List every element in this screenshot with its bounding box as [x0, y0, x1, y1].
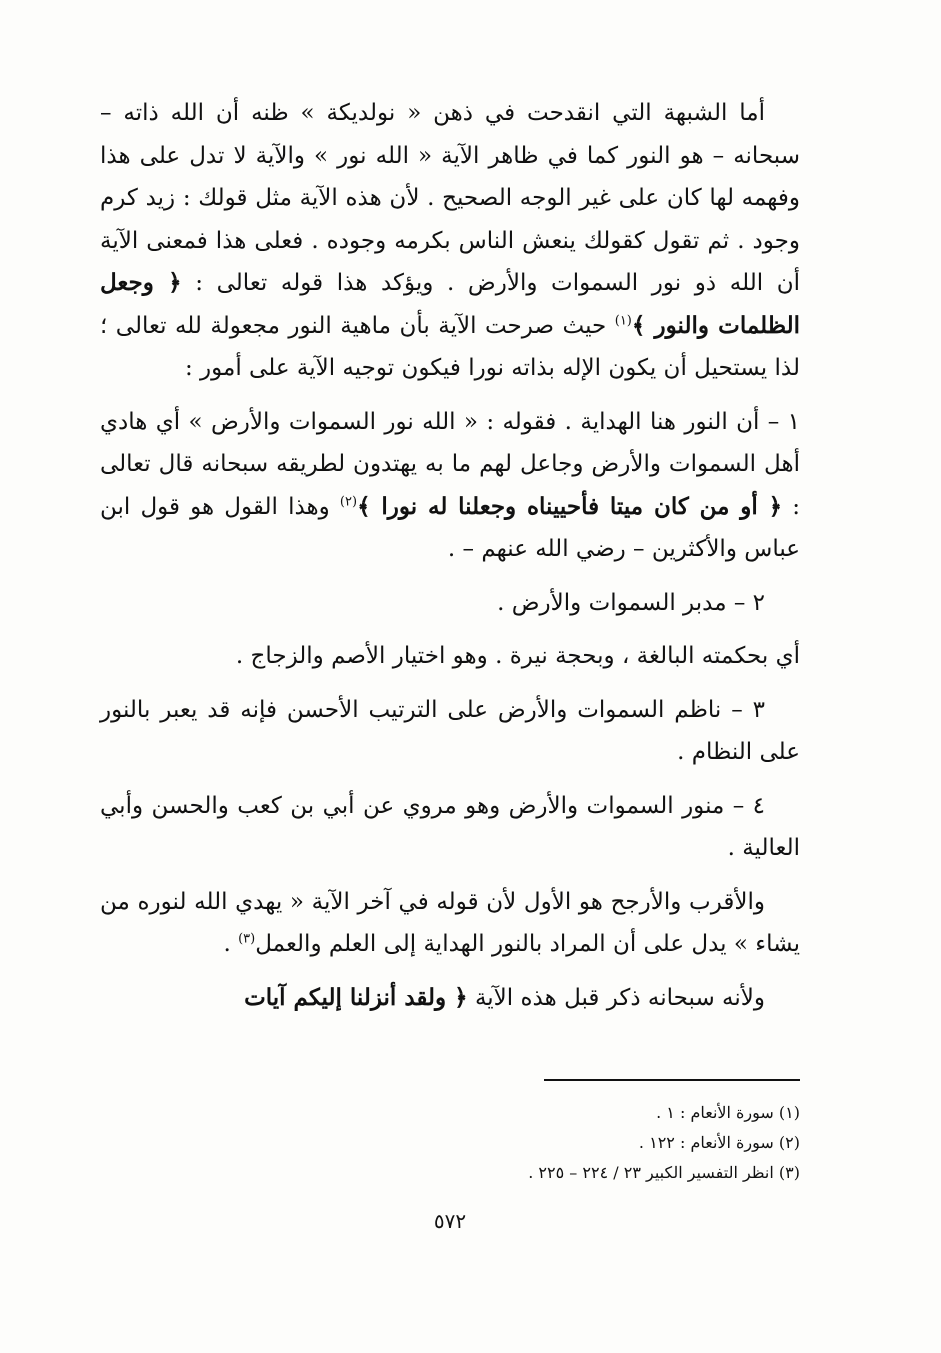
body-text: [100, 92, 800, 1019]
footnote-marker: (٢): [339, 493, 358, 509]
quran-verse: ﴿ أو من كان ميتا فأحييناه وجعلنا له نورا ﴾: [357, 492, 783, 520]
paragraph-noldeke: [100, 92, 800, 390]
footnote-3: (٣) انظر التفسير الكبير ٢٣ / ٢٢٤ – ٢٢٥ .: [528, 1163, 800, 1182]
paragraph-text: ٣ – ناظم السموات والأرض على الترتيب الأحسن فإنه قد يعبر بالنور على النظام .: [100, 696, 800, 765]
footnote-marker: (٣): [238, 931, 256, 947]
paragraph-point-3: [100, 689, 800, 774]
paragraph-text: أي بحكمته البالغة ، وبحجة نيرة . وهو اختيار الأصم والزجاج .: [235, 643, 800, 669]
paragraph-text: وهذا القول هو قول ابن عباس والأكثرين – رضي الله عنهم – .: [100, 493, 800, 562]
paragraph-text: .: [223, 931, 239, 957]
footnote-2: (٢) سورة الأنعام : ١٢٢ .: [638, 1133, 800, 1152]
paragraph-text: ١ – أن النور هنا الهداية . فقوله : « الله نور السموات والأرض » أي هادي أهل السموات والأرض وجاعل لهم ما به يهتدون لطريقه سبحانه قال تعالى :: [100, 408, 800, 520]
paragraph-text: والأقرب والأرجح هو الأول لأن قوله في آخر الآية « يهدي الله لنوره من يشاء » يدل على أن المراد بالنور الهداية إلى العلم والعمل: [100, 888, 800, 957]
paragraph-preferred-view: [100, 881, 800, 966]
paragraph-continuation: [100, 977, 800, 1020]
paragraph-point-4: [100, 785, 800, 870]
footnotes: [400, 1098, 800, 1188]
paragraph-text: ٤ – منور السموات والأرض وهو مروي عن أبي بن كعب والحسن وأبي العالية .: [100, 792, 800, 861]
footnote-separator: [544, 1079, 800, 1081]
paragraph-point-2-detail: [100, 635, 800, 678]
quran-verse: ﴿ ولقد أنزلنا إليكم آيات: [244, 983, 468, 1011]
paragraph-point-2: [100, 582, 800, 625]
footnote-marker: (١): [614, 312, 632, 328]
page-number: ٥٧٢: [433, 1209, 467, 1233]
paragraph-text: أما الشبهة التي انقدحت في ذهن « نولديكة » ظنه أن الله ذاته – سبحانه – هو النور كما في ظاهر الآية « الله نور » والآية لا تدل على هذا وفهمه لها كان على غير الوجه الصحيح . لأن هذه الآية مثل قولك : زيد كرم وجود . ثم تقول كقولك ينعش الناس بكرمه وجوده . فعلى هذا فمعنى الآية أن الله ذو نور السموات والأرض . ويؤكد هذا قوله تعالى :: [100, 100, 801, 296]
paragraph-text: حيث صرحت الآية بأن ماهية النور مجعولة لله تعالى ؛ لذا يستحيل أن يكون الإله بذاته نورا فيكون توجيه الآية على أمور :: [100, 312, 800, 381]
paragraph-text: ولأنه سبحانه ذكر قبل هذه الآية: [474, 984, 765, 1011]
paragraph-text: ٢ – مدبر السموات والأرض .: [497, 589, 765, 616]
paragraph-point-1: [100, 401, 800, 571]
quran-verse: ﴿ وجعل الظلمات والنور ﴾: [100, 269, 801, 339]
footnote-1: (١) سورة الأنعام : ١ .: [656, 1103, 800, 1122]
